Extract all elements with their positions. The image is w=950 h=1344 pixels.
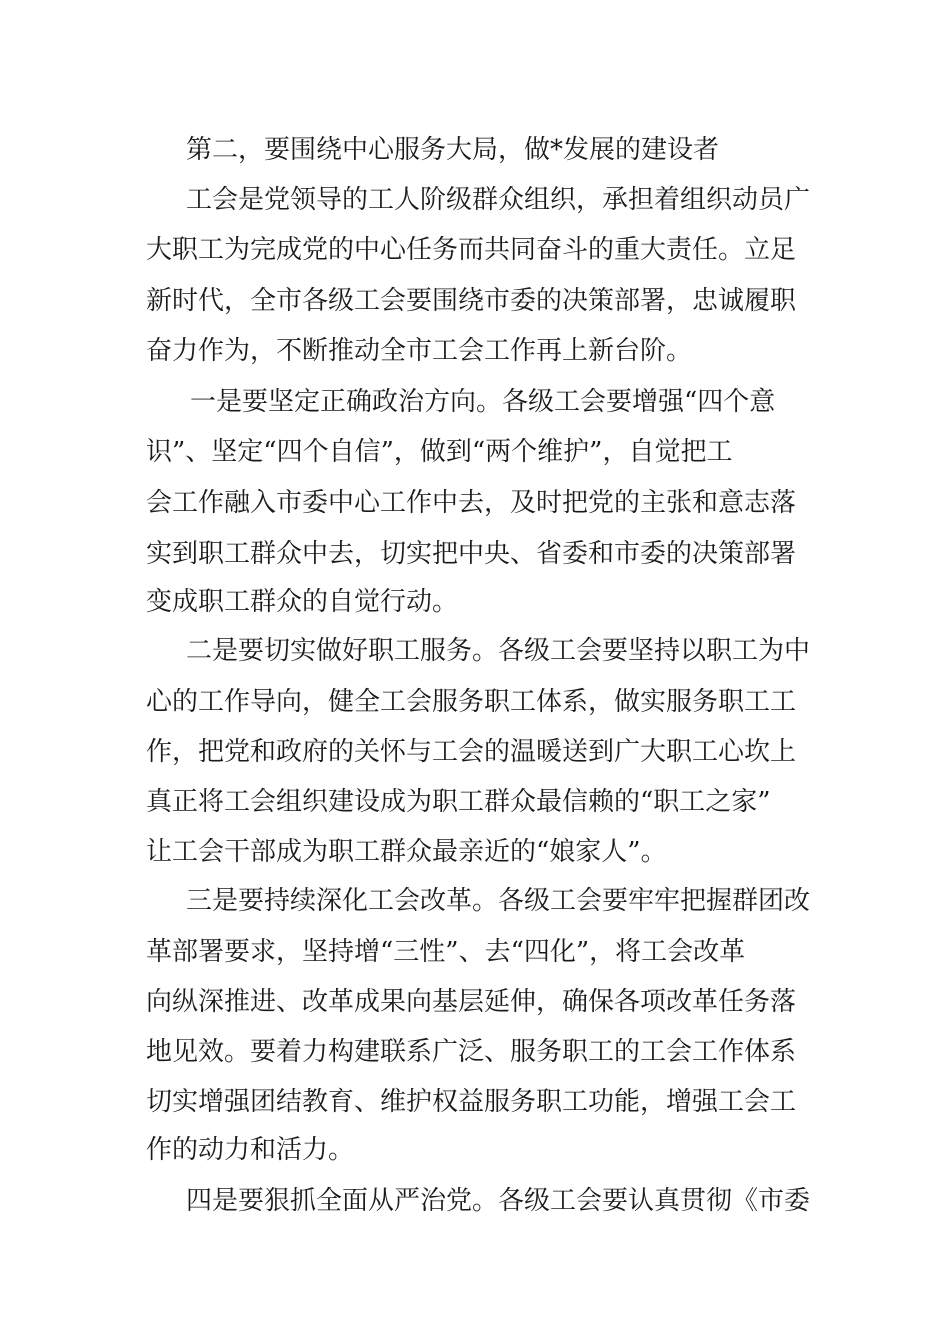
text-line: 真正将工会组织建设成为职工群众最信赖的“职工之家” — [146, 787, 771, 817]
paragraph-line — [0, 782, 950, 822]
paragraph-line — [0, 331, 950, 371]
text-line: 第二，要围绕中心服务大局，做*发展的建设者 — [186, 135, 720, 165]
heading-line — [0, 130, 950, 170]
text-line: 四是要狠抓全面从严治党。各级工会要认真贯彻《市委 — [186, 1186, 811, 1216]
text-line: 革部署要求，坚持增“三性”、去“四化”，将工会改革 — [146, 937, 746, 967]
paragraph-line — [0, 180, 950, 220]
text-line: 二是要切实做好职工服务。各级工会要坚持以职工为中 — [186, 636, 811, 666]
text-line: 会工作融入市委中心工作中去，及时把党的主张和意志落 — [146, 488, 797, 518]
text-line: 三是要持续深化工会改革。各级工会要牢牢把握群团改 — [186, 886, 811, 916]
paragraph-line — [0, 631, 950, 671]
paragraph-line — [0, 881, 950, 921]
text-line: 奋力作为，不断推动全市工会工作再上新台阶。 — [146, 336, 693, 366]
text-line: 大职工为完成党的中心任务而共同奋斗的重大责任。立足 — [146, 235, 797, 265]
text-line: 新时代，全市各级工会要围绕市委的决策部署，忠诚履职 — [146, 286, 797, 316]
paragraph-line — [0, 1082, 950, 1122]
paragraph-line — [0, 1181, 950, 1221]
text-line: 实到职工群众中去，切实把中央、省委和市委的决策部署 — [146, 539, 797, 569]
text-line: 地见效。要着力构建联系广泛、服务职工的工会工作体系 — [146, 1037, 797, 1067]
text-line: 让工会干部成为职工群众最亲近的“娘家人”。 — [146, 837, 667, 867]
paragraph-line — [0, 682, 950, 722]
text-line: 作，把党和政府的关怀与工会的温暖送到广大职工心坎上 — [146, 737, 797, 767]
paragraph-line — [0, 932, 950, 972]
paragraph-line — [0, 382, 950, 422]
text-line: 心的工作导向，健全工会服务职工体系，做实服务职工工 — [146, 687, 797, 717]
paragraph-line — [0, 281, 950, 321]
text-line: 变成职工群众的自觉行动。 — [146, 587, 459, 617]
text-line: 识”、坚定“四个自信”，做到“两个维护”，自觉把工 — [146, 437, 733, 467]
paragraph-line — [0, 832, 950, 872]
text-line: 切实增强团结教育、维护权益服务职工功能，增强工会工 — [146, 1087, 797, 1117]
paragraph-line — [0, 1032, 950, 1072]
text-line: 工会是党领导的工人阶级群众组织，承担着组织动员广 — [186, 185, 811, 215]
paragraph-line — [0, 483, 950, 523]
paragraph-line — [0, 230, 950, 270]
text-line: 作的动力和活力。 — [146, 1135, 355, 1165]
text-line: 一是要坚定正确政治方向。各级工会要增强“四个意 — [190, 387, 776, 417]
paragraph-line — [0, 534, 950, 574]
paragraph-line — [0, 1130, 950, 1170]
text-line: 向纵深推进、改革成果向基层延伸，确保各项改革任务落 — [146, 987, 797, 1017]
paragraph-line — [0, 982, 950, 1022]
paragraph-line — [0, 582, 950, 622]
paragraph-line — [0, 432, 950, 472]
paragraph-line — [0, 732, 950, 772]
